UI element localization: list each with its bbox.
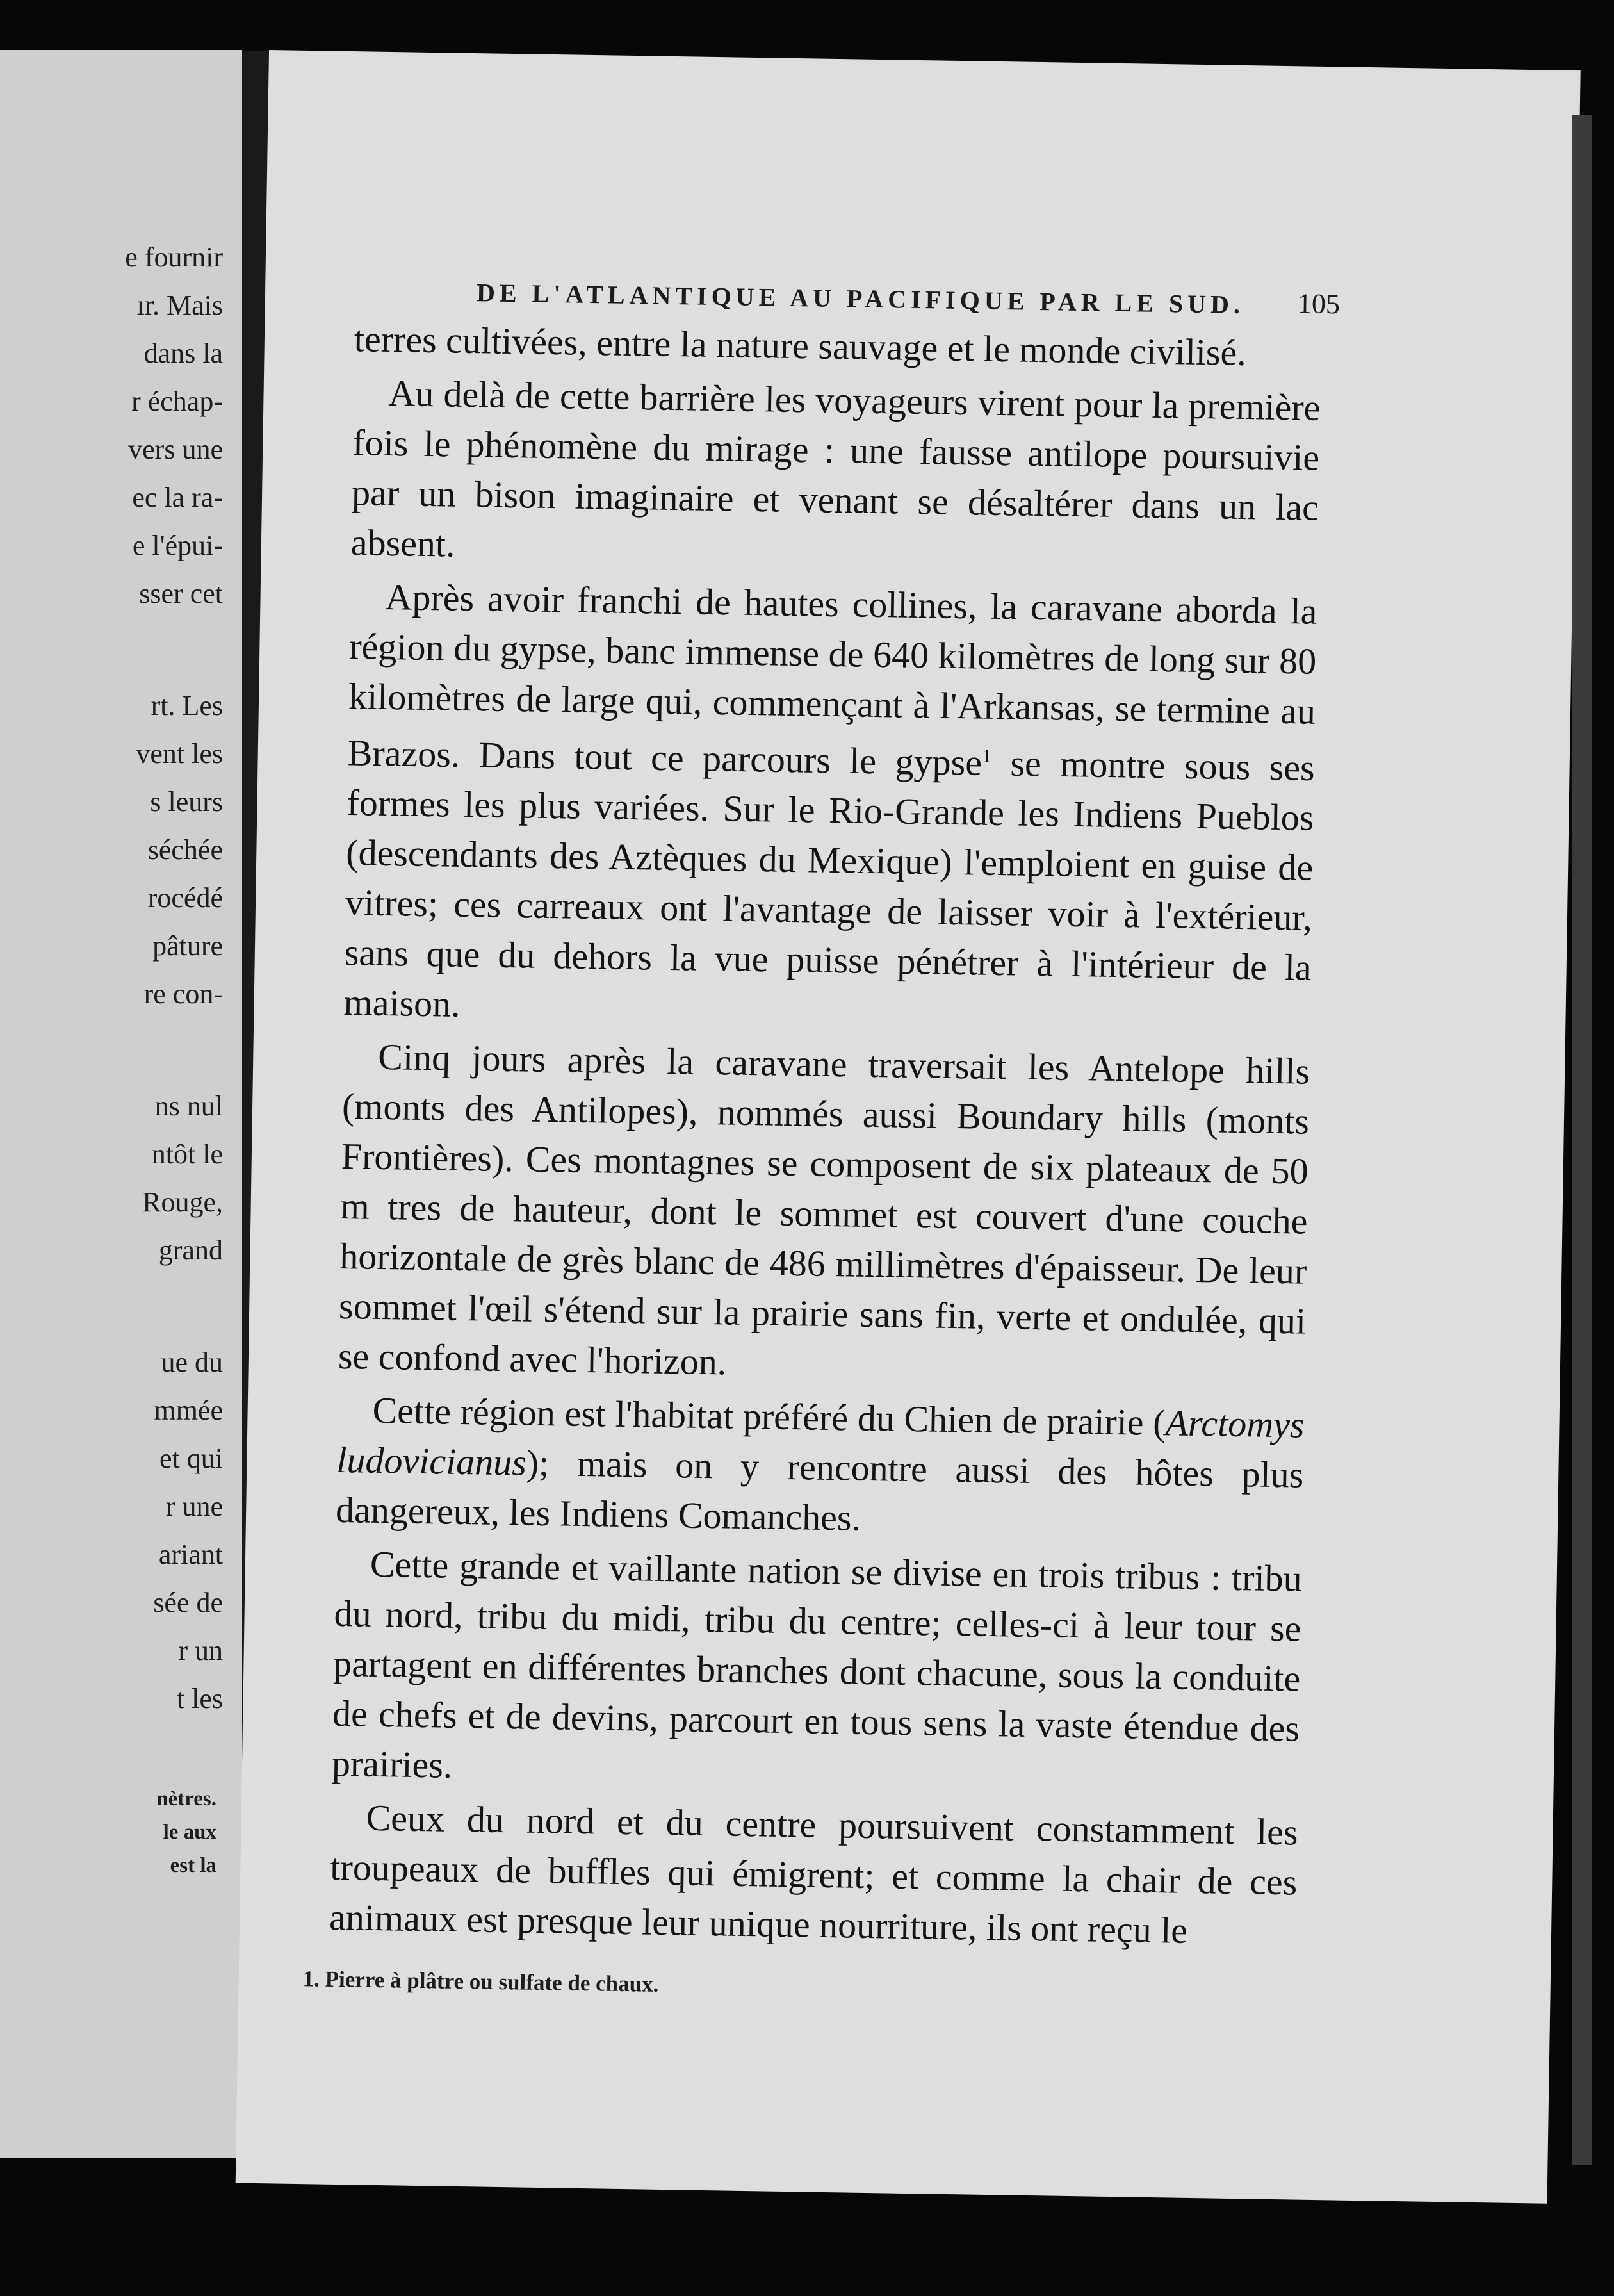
left-page-line: ec la ra- [132, 482, 223, 513]
right-page [236, 50, 1581, 2204]
left-page-line: e fournir [125, 242, 223, 273]
paragraph-text: Cette grande et vaillante nation se divise en trois tribus : tribu du nord, tribu du midi, tribu du centre; celles-ci à leur tour se partagent en différentes branches dont chacune, sous la conduite de chefs et de devins, parcourt en tous sens la vaste étendue des prairies. [331, 1543, 1303, 1787]
left-page-line: ntôt le [151, 1138, 223, 1170]
paragraph-text: se montre sous ses formes les plus variées. Sur le Rio-Grande les Indiens Pueblos (descendants des Aztèques du Mexique) l'emploient en guise de vitres; ces carreaux ont l'avantage de laisser voir à l'extérieur, sans que du dehors la vue puisse pénétrer à l'intérieur de la maison. [343, 742, 1316, 1026]
left-page-line: r un [178, 1635, 223, 1666]
paragraph [336, 1385, 1305, 1550]
left-page-line: et qui [159, 1443, 223, 1474]
paragraph [329, 1792, 1298, 1958]
left-page-line: s leurs [150, 786, 223, 817]
left-page-line: sser cet [139, 578, 223, 609]
left-page-line: grand [158, 1234, 223, 1266]
left-page-line: dans la [143, 338, 223, 369]
left-page-line: séchée [147, 834, 223, 865]
paragraph-text: Après avoir franchi de hautes collines, la caravane aborda la région du gypse, banc immense de 640 kilomètres de long sur 80 kilomètres de large qui, commençant à l'Arkansas, se termine au Brazos. Dans tout ce parcours le gypse [347, 575, 1317, 783]
left-page-note-line: nètres. [156, 1787, 216, 1810]
italic-species-name: Arctomys ludovicianus [336, 1402, 1305, 1484]
paragraph [350, 368, 1321, 583]
left-page-line: rt. Les [151, 690, 223, 721]
paragraph-text: terres cultivées, entre la nature sauvage et le monde civilisé. [354, 318, 1247, 374]
paragraph [331, 1539, 1302, 1804]
footnote-reference: 1 [981, 745, 992, 767]
left-page-line: pâture [152, 930, 223, 962]
left-page-line: rocédé [147, 882, 223, 914]
page-number: 105 [1297, 288, 1341, 320]
left-page-line: ns nul [154, 1090, 223, 1122]
left-page-line: ır. Mais [136, 290, 223, 321]
left-page-line: ariant [158, 1539, 223, 1570]
footnote: 1. Pierre à plâtre ou sulfate de chaux. [302, 1966, 659, 1997]
body-text [329, 314, 1322, 1962]
left-page-line: vent les [136, 738, 223, 769]
left-page-note-line: le aux [163, 1821, 216, 1844]
left-page-line: r une [165, 1491, 223, 1522]
paragraph-text: ); mais on y rencontre aussi des hôtes plus dangereux, les Indiens Comanches. [335, 1441, 1304, 1539]
paragraph-text: Cinq jours après la caravane traversait les Antelope hills (monts des Antilopes), nommés aussi Boundary hills (monts Frontières). Ces montagnes se composent de six plateaux de 50 m tres de hauteur, dont le sommet est couvert d'une couche horizontale de grès blanc de 486 millimètres d'épaisseur. De leur sommet l'œil s'étend sur la prairie sans fin, verte et ondulée, qui se confond avec l'horizon. [338, 1036, 1310, 1383]
left-page-line: mmée [154, 1395, 223, 1426]
left-page-note-line: est la [170, 1854, 216, 1877]
paragraph-text: Au delà de cette barrière les voyageurs virent pour la première fois le phénomène du mirage : une fausse antilope poursuivie par un bison imaginaire et venant se désaltérer dans un lac absent. [350, 372, 1321, 565]
paragraph [338, 1031, 1310, 1397]
left-page-line: e l'épui- [132, 530, 223, 561]
left-page-line: ue du [161, 1347, 223, 1378]
left-page-line: re con- [143, 978, 223, 1010]
paragraph-text: Ceux du nord et du centre poursuivent constamment les troupeaux de buffles qui émigrent; et comme la chair de ces animaux est presque leur unique nourriture, ils ont reçu le [329, 1797, 1299, 1952]
paragraph [354, 314, 1321, 379]
left-page-line: t les [176, 1683, 223, 1714]
left-page-line: sée de [153, 1587, 223, 1618]
page-edge [1572, 115, 1592, 2165]
left-page-line: r échap- [131, 386, 223, 417]
paragraph-text: Cette région est l'habitat préféré du Chien de prairie ( [372, 1390, 1166, 1444]
left-page [0, 50, 242, 2158]
left-page-line: vers une [128, 434, 223, 465]
paragraph [343, 571, 1317, 1043]
left-page-line: Rouge, [142, 1186, 223, 1218]
running-head: DE L'ATLANTIQUE AU PACIFIQUE PAR LE SUD. [476, 278, 1245, 319]
